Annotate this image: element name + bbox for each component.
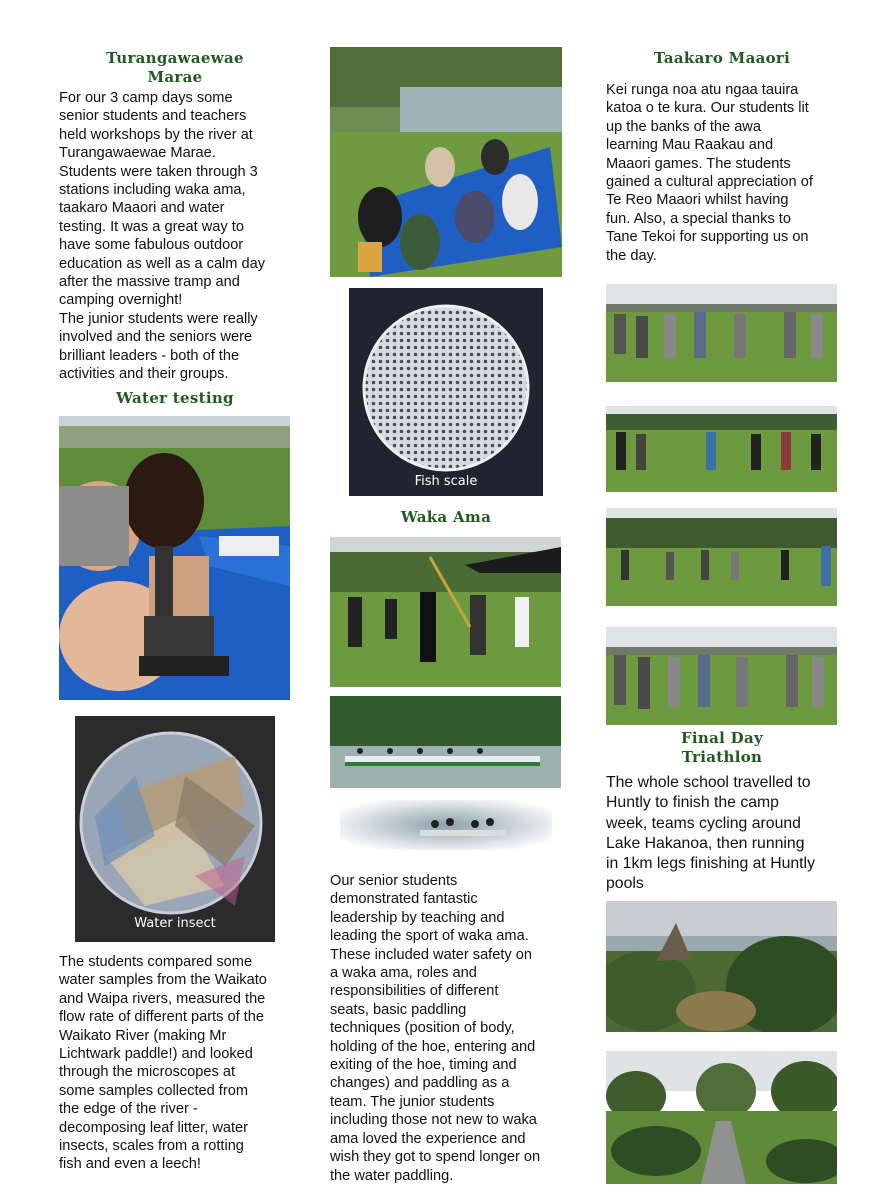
camp-intro-text: For our 3 camp days some senior students and teachers held workshops by the river at Turangawaewae Marae. Students were taken through 3 stations including waka ama, taakaro Maaori and water testing. It was a great way to have some fabulous outdoor education as well as a calm day after the massive tramp and camping overnight! The junior students were really involved and the seniors were brilliant leaders - both of the activities and their groups. xyxy=(59,90,266,383)
taakaro-maaori-text: Kei runga noa atu ngaa tauira katoa o te kura. Our students lit up the banks of the awa learning Mau Raakau and Maaori games. The students gained a cultural appreciation of Te Reo Maaori whilst having fun. Also, a special thanks to Tane Tekoi for supporting us on the day. xyxy=(606,82,813,264)
water-insect-photo xyxy=(75,716,275,942)
mau-raakau-photo-2 xyxy=(606,406,837,492)
riverbank-group-photo xyxy=(330,47,562,277)
turangawaewae-heading: Turangawaewae Marae xyxy=(106,49,244,86)
lake-hakanoa-photo xyxy=(606,901,837,1032)
waka-ama-text: Our senior students demonstrated fantastic leadership by teaching and leading the sport of waka ama. These included water safety on a waka ama, roles and responsibilities of different seats, basic paddling techniques (position of body, holding of the hoe, entering and exiting of the hoe, timing and changes) and paddling as a team. The junior students including those not new to waka ama loved the experience and wish they got to spend longer on the water paddling. xyxy=(330,873,541,1184)
taakaro-maaori-heading: Taakaro Maaori xyxy=(653,49,791,67)
water-testing-text: The students compared some water samples from the Waikato and Waipa rivers, measured the flow rate of different parts of the Waikato River (making Mr Lichtwark paddle!) and looked through the microscopes at some samples collected from the edge of the river - decomposing leaf litter, water insects, scales from a rotting fish and even a leech! xyxy=(59,954,267,1173)
mau-raakau-photo-4 xyxy=(606,627,837,725)
huntly-path-photo xyxy=(606,1051,837,1184)
fish-scale-photo xyxy=(349,288,543,496)
waka-on-river-photo xyxy=(330,696,561,788)
waka-paddling-photo xyxy=(340,800,552,850)
final-day-text: The whole school travelled to Huntly to finish the camp week, teams cycling around Lake Hakanoa, then running in 1km legs finishing at Huntly pools xyxy=(606,774,815,893)
water-insect-caption: Water insect xyxy=(134,916,216,931)
mau-raakau-photo-3 xyxy=(606,508,837,606)
final-day-heading: Final Day Triathlon xyxy=(680,729,764,766)
water-testing-heading: Water testing xyxy=(116,389,234,407)
fish-scale-caption: Fish scale xyxy=(414,474,478,489)
waka-ama-heading: Waka Ama xyxy=(400,508,492,526)
microscope-student-photo xyxy=(59,416,290,700)
waka-ama-training-photo xyxy=(330,537,561,687)
mau-raakau-photo-1 xyxy=(606,284,837,382)
